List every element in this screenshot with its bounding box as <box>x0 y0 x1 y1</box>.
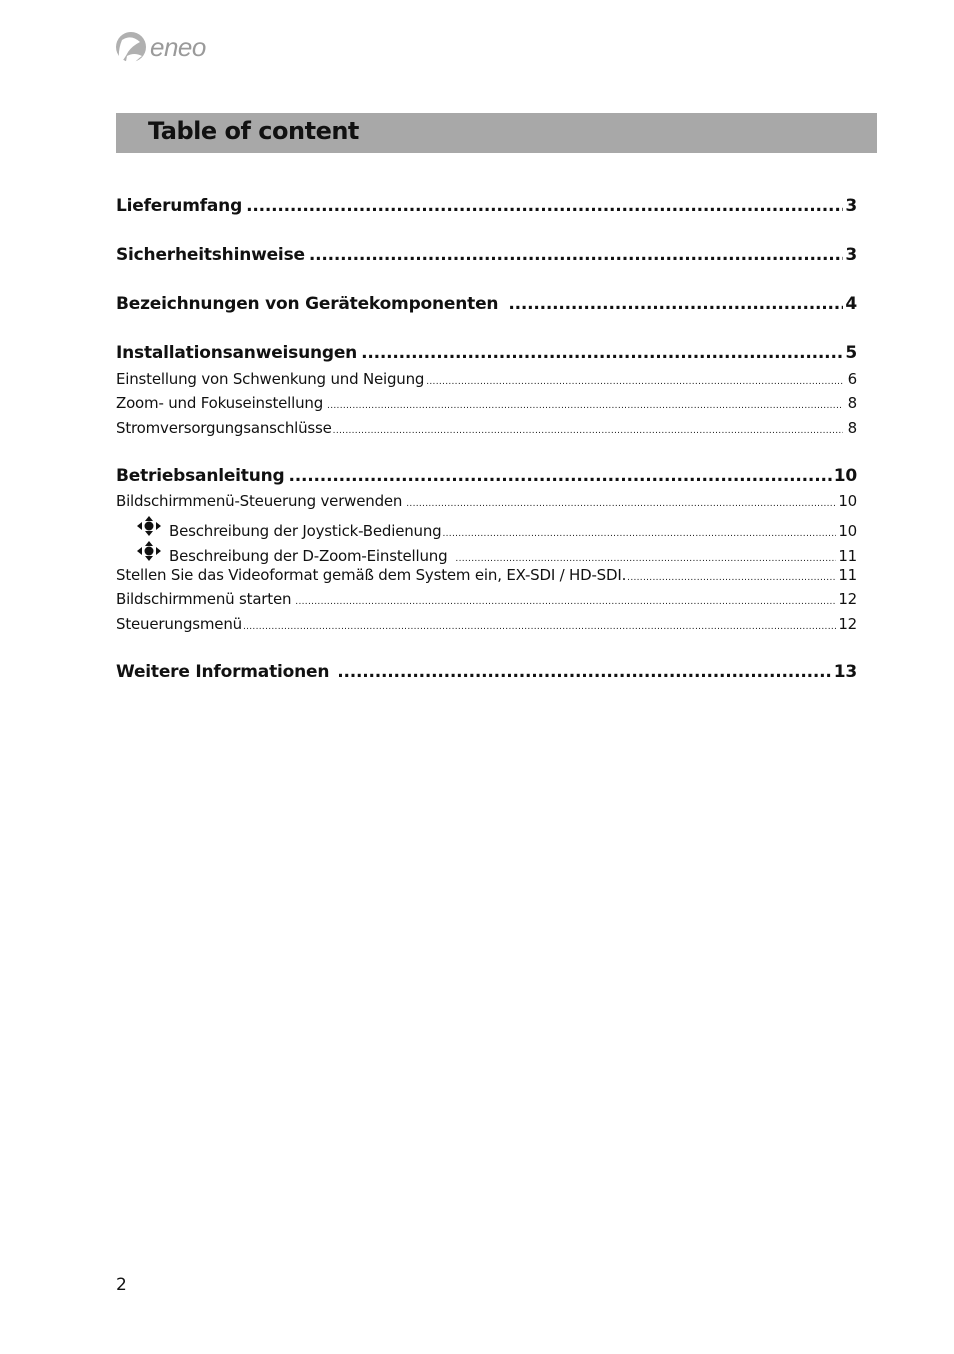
toc-entry-label: Weitere Informationen <box>116 662 330 682</box>
joystick-icon <box>136 541 162 561</box>
dot-leader <box>295 590 836 608</box>
toc-entry-page: 3 <box>845 245 857 265</box>
toc-entry-page: 5 <box>845 343 857 363</box>
toc-entry-page: 3 <box>845 196 857 216</box>
toc-entry-label: Bildschirmmenü starten <box>116 590 292 608</box>
toc-subentry-videoformat[interactable] <box>116 566 857 584</box>
logo-wordmark: eneo <box>150 32 206 62</box>
dot-leader <box>361 343 843 363</box>
dot-leader <box>426 370 843 388</box>
dot-leader <box>243 615 836 633</box>
toc-entry-label: Beschreibung der Joystick-Bedienung <box>169 522 442 540</box>
toc-subentry-zoom-fokus[interactable] <box>116 394 857 412</box>
dot-leader <box>289 466 832 486</box>
dot-leader <box>337 662 832 682</box>
toc-entry-label: Sicherheitshinweise <box>116 245 305 265</box>
eneo-logo-mark <box>114 30 148 72</box>
title-bar <box>116 113 877 153</box>
toc-subentry-d-zoom[interactable] <box>116 541 857 565</box>
toc-entry-page: 11 <box>838 547 857 565</box>
toc-entry-lieferumfang[interactable] <box>116 196 857 216</box>
toc-entry-label: Beschreibung der D-Zoom-Einstellung <box>169 547 448 565</box>
toc-entry-page: 12 <box>838 590 857 608</box>
eneo-logo <box>114 30 224 74</box>
toc-entry-label: Bildschirmmenü-Steuerung verwenden <box>116 492 403 510</box>
toc-entry-label: Einstellung von Schwenkung und Neigung <box>116 370 425 388</box>
dot-leader <box>246 196 843 216</box>
toc-entry-label: Steuerungsmenü <box>116 615 242 633</box>
joystick-icon <box>136 516 162 536</box>
toc-subentry-bildschirmmenue-starten[interactable] <box>116 590 857 608</box>
toc-entry-page: 12 <box>838 615 857 633</box>
toc-entry-label: Stromversorgungsanschlüsse <box>116 419 332 437</box>
toc-entry-page: 4 <box>845 294 857 314</box>
dot-leader <box>333 419 843 437</box>
page-title: Table of content <box>148 117 359 145</box>
toc-entry-installationsanweisungen[interactable] <box>116 343 857 363</box>
toc-entry-page: 6 <box>847 370 857 388</box>
toc-entry-page: 13 <box>833 662 857 682</box>
toc-entry-weitere-informationen[interactable] <box>116 662 857 682</box>
toc-entry-page: 10 <box>838 492 857 510</box>
dot-leader <box>327 394 843 412</box>
toc-entry-page: 10 <box>838 522 857 540</box>
toc-entry-label: Zoom- und Fokuseinstellung <box>116 394 324 412</box>
toc-entry-label: Betriebsanleitung <box>116 466 285 486</box>
toc-entry-page: 8 <box>847 419 857 437</box>
toc-entry-page: 10 <box>833 466 857 486</box>
toc-entry-page: 11 <box>838 566 857 584</box>
page-number: 2 <box>116 1275 127 1295</box>
toc-subentry-schwenkung[interactable] <box>116 370 857 388</box>
dot-leader <box>627 566 836 584</box>
toc-subentry-steuerungsmenue[interactable] <box>116 615 857 633</box>
toc-entry-betriebsanleitung[interactable] <box>116 466 857 486</box>
toc-entry-label: Bezeichnungen von Gerätekomponenten <box>116 294 499 314</box>
toc-subentry-strom[interactable] <box>116 419 857 437</box>
toc-entry-label: Installationsanweisungen <box>116 343 358 363</box>
dot-leader <box>442 522 836 540</box>
toc-entry-bezeichnungen[interactable] <box>116 294 857 314</box>
toc-subentry-bildschirmmenue-steuerung[interactable] <box>116 492 857 510</box>
toc-entry-label: Lieferumfang <box>116 196 243 216</box>
toc-subentry-joystick[interactable] <box>116 516 857 540</box>
toc-entry-sicherheitshinweise[interactable] <box>116 245 857 265</box>
dot-leader <box>455 547 836 565</box>
dot-leader <box>406 492 836 510</box>
toc-entry-page: 8 <box>847 394 857 412</box>
dot-leader <box>309 245 843 265</box>
dot-leader <box>508 294 843 314</box>
toc-entry-label: Stellen Sie das Videoformat gemäß dem System ein, EX-SDI / HD-SDI. <box>116 566 627 584</box>
